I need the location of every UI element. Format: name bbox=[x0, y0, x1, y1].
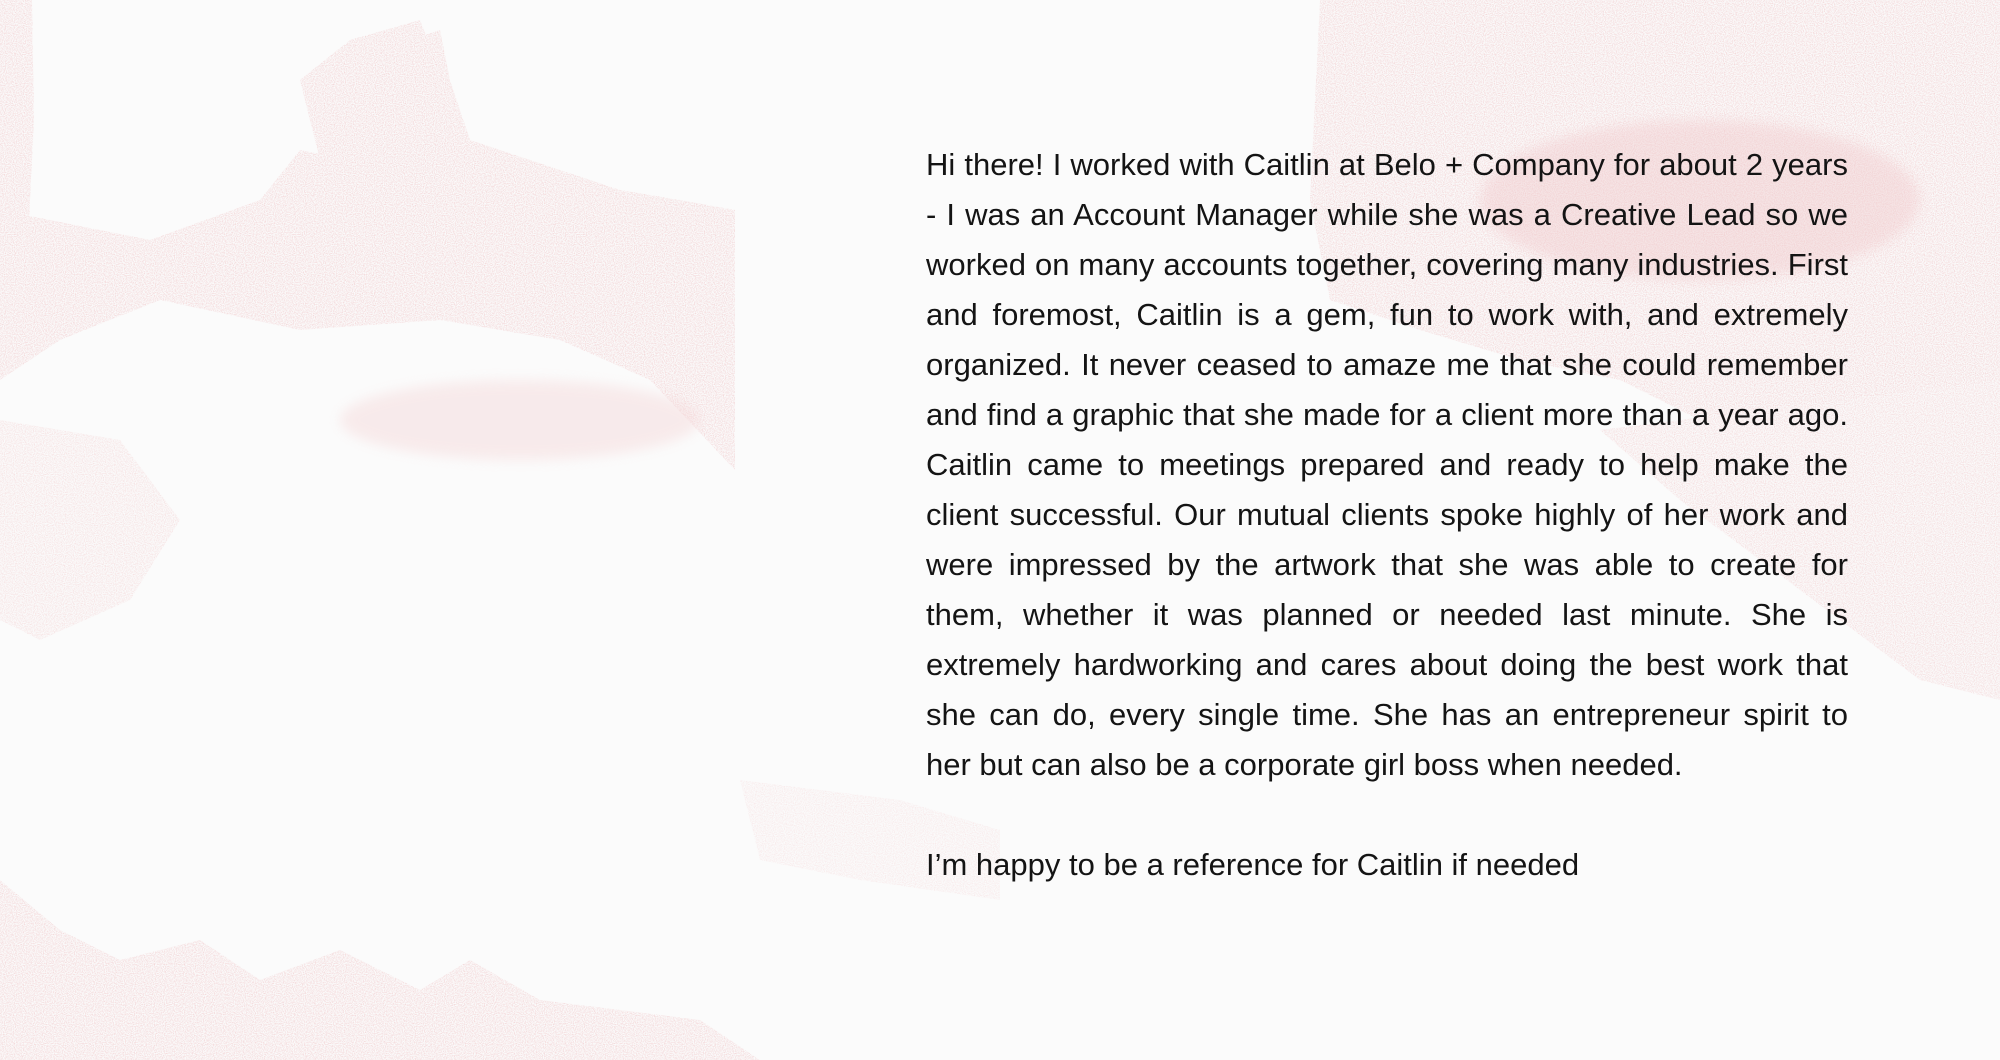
pink-shape-left-mid bbox=[0, 420, 180, 640]
testimonial-body: Hi there! I worked with Caitlin at Belo + Company for about 2 years - I was an Account Manager while she was a Creative Lead so we worked on many accounts together, covering many industries. First and foremost, Caitlin is a gem, fun to work with, and extremely organized. It never ceased to amaze me that she could remember and find a graphic that she made for a client more than a year ago. Caitlin came to meetings prepared and ready to help make the client successful. Our mutual clients spoke highly of her work and were impressed by the artwork that she was able to create for them, whether it was planned or needed last minute. She is extremely hardworking and cares about doing the best work that she can do, every single time. She has an entrepreneur spirit to her but can also be a corporate girl boss when needed. bbox=[926, 147, 1848, 782]
testimonial-text-block bbox=[926, 140, 1848, 890]
pink-shape-bottom-left bbox=[0, 880, 760, 1060]
pink-shape-top-notch bbox=[300, 20, 440, 170]
testimonial-closing: I’m happy to be a reference for Caitlin if needed bbox=[926, 847, 1580, 882]
